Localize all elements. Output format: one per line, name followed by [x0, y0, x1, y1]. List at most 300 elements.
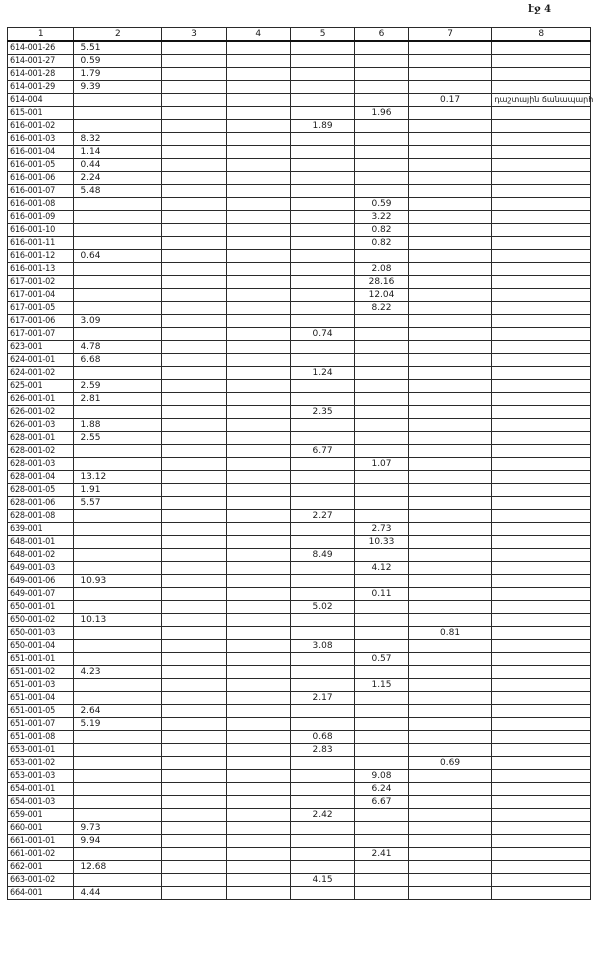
col5-value-cell: [290, 393, 354, 406]
col5-value-cell: [290, 562, 354, 575]
col7-value-cell: [408, 432, 492, 445]
col7-value-cell: [408, 380, 492, 393]
note-cell: [492, 55, 591, 68]
col7-value-cell: [408, 471, 492, 484]
col6-value-cell: [355, 601, 409, 614]
table-row: [8, 68, 591, 81]
col6-value-cell: 1.96: [355, 107, 409, 120]
col2-value-cell: [74, 640, 162, 653]
table-row: [8, 523, 591, 536]
col3-value-cell: [162, 497, 226, 510]
col6-value-cell: [355, 510, 409, 523]
col5-value-cell: 4.15: [290, 874, 354, 887]
col7-value-cell: [408, 705, 492, 718]
col3-value-cell: [162, 666, 226, 679]
col7-value-cell: [408, 393, 492, 406]
col2-value-cell: [74, 445, 162, 458]
table-row: [8, 315, 591, 328]
parcel-code-cell: 651-001-08: [8, 731, 74, 744]
col4-value-cell: [226, 497, 290, 510]
col2-value-cell: [74, 289, 162, 302]
table-row: [8, 549, 591, 562]
table-row: [8, 211, 591, 224]
col6-value-cell: 0.57: [355, 653, 409, 666]
col5-value-cell: [290, 302, 354, 315]
table-row: [8, 224, 591, 237]
table-row: [8, 562, 591, 575]
col2-value-cell: 2.24: [74, 172, 162, 185]
parcel-code-cell: 626-001-02: [8, 406, 74, 419]
col5-value-cell: [290, 263, 354, 276]
col6-value-cell: [355, 250, 409, 263]
parcel-code-cell: 649-001-07: [8, 588, 74, 601]
parcel-code-cell: 649-001-03: [8, 562, 74, 575]
parcel-code-cell: 614-001-28: [8, 68, 74, 81]
parcel-code-cell: 648-001-02: [8, 549, 74, 562]
col2-value-cell: [74, 692, 162, 705]
col5-value-cell: 6.77: [290, 445, 354, 458]
col5-value-cell: 0.68: [290, 731, 354, 744]
table-row: [8, 770, 591, 783]
col3-value-cell: [162, 588, 226, 601]
col3-value-cell: [162, 224, 226, 237]
col7-value-cell: [408, 887, 492, 900]
col4-value-cell: [226, 874, 290, 887]
parcel-code-cell: 617-001-04: [8, 289, 74, 302]
col5-value-cell: [290, 835, 354, 848]
col7-value-cell: [408, 692, 492, 705]
col5-value-cell: [290, 146, 354, 159]
col5-value-cell: [290, 237, 354, 250]
table-row: [8, 484, 591, 497]
col4-value-cell: [226, 653, 290, 666]
col5-value-cell: 1.24: [290, 367, 354, 380]
col7-value-cell: [408, 406, 492, 419]
col5-value-cell: [290, 497, 354, 510]
col6-value-cell: [355, 874, 409, 887]
table-row: [8, 874, 591, 887]
col2-value-cell: [74, 198, 162, 211]
col4-value-cell: [226, 172, 290, 185]
col6-value-cell: [355, 81, 409, 94]
col3-value-cell: [162, 120, 226, 133]
parcel-code-cell: 651-001-01: [8, 653, 74, 666]
col4-value-cell: [226, 185, 290, 198]
note-cell: դաշտային ճանապարհ: [492, 94, 591, 107]
col4-value-cell: [226, 887, 290, 900]
col6-value-cell: [355, 718, 409, 731]
col6-value-cell: 1.15: [355, 679, 409, 692]
col5-value-cell: [290, 757, 354, 770]
col2-value-cell: [74, 211, 162, 224]
col2-value-cell: 13.12: [74, 471, 162, 484]
col5-value-cell: [290, 41, 354, 55]
col7-value-cell: [408, 315, 492, 328]
col4-value-cell: [226, 731, 290, 744]
col5-value-cell: [290, 341, 354, 354]
note-cell: [492, 822, 591, 835]
parcel-code-cell: 624-001-01: [8, 354, 74, 367]
col3-value-cell: [162, 107, 226, 120]
col4-value-cell: [226, 471, 290, 484]
col2-value-cell: 9.94: [74, 835, 162, 848]
col6-value-cell: 2.73: [355, 523, 409, 536]
column-header: 2: [74, 28, 162, 42]
table-row: [8, 354, 591, 367]
col3-value-cell: [162, 848, 226, 861]
col4-value-cell: [226, 679, 290, 692]
table-row: [8, 718, 591, 731]
col4-value-cell: [226, 809, 290, 822]
note-cell: [492, 653, 591, 666]
note-cell: [492, 68, 591, 81]
col7-value-cell: [408, 484, 492, 497]
col3-value-cell: [162, 302, 226, 315]
col5-value-cell: [290, 107, 354, 120]
col3-value-cell: [162, 146, 226, 159]
table-row: [8, 445, 591, 458]
col7-value-cell: [408, 159, 492, 172]
table-row: [8, 744, 591, 757]
table-row: [8, 471, 591, 484]
col5-value-cell: 2.83: [290, 744, 354, 757]
note-cell: [492, 393, 591, 406]
column-header: 3: [162, 28, 226, 42]
col4-value-cell: [226, 796, 290, 809]
col3-value-cell: [162, 185, 226, 198]
col6-value-cell: [355, 55, 409, 68]
col5-value-cell: [290, 250, 354, 263]
col7-value-cell: [408, 783, 492, 796]
note-cell: [492, 224, 591, 237]
table-row: [8, 263, 591, 276]
col7-value-cell: [408, 835, 492, 848]
col5-value-cell: 3.08: [290, 640, 354, 653]
col6-value-cell: 4.12: [355, 562, 409, 575]
table-row: [8, 640, 591, 653]
col7-value-cell: [408, 523, 492, 536]
col4-value-cell: [226, 757, 290, 770]
note-cell: [492, 549, 591, 562]
parcel-code-cell: 616-001-07: [8, 185, 74, 198]
col4-value-cell: [226, 341, 290, 354]
col5-value-cell: [290, 770, 354, 783]
table-row: [8, 198, 591, 211]
col3-value-cell: [162, 211, 226, 224]
col3-value-cell: [162, 510, 226, 523]
col3-value-cell: [162, 887, 226, 900]
note-cell: [492, 302, 591, 315]
col4-value-cell: [226, 289, 290, 302]
col3-value-cell: [162, 250, 226, 263]
col2-value-cell: [74, 653, 162, 666]
col2-value-cell: [74, 744, 162, 757]
parcel-code-cell: 653-001-02: [8, 757, 74, 770]
col7-value-cell: [408, 640, 492, 653]
col5-value-cell: [290, 575, 354, 588]
col7-value-cell: [408, 588, 492, 601]
note-cell: [492, 276, 591, 289]
col7-value-cell: [408, 146, 492, 159]
parcel-code-cell: 651-001-04: [8, 692, 74, 705]
parcel-code-cell: 623-001: [8, 341, 74, 354]
parcel-code-cell: 659-001: [8, 809, 74, 822]
col3-value-cell: [162, 653, 226, 666]
col5-value-cell: [290, 419, 354, 432]
col4-value-cell: [226, 406, 290, 419]
col2-value-cell: [74, 731, 162, 744]
note-cell: [492, 107, 591, 120]
col2-value-cell: [74, 263, 162, 276]
col6-value-cell: [355, 744, 409, 757]
col4-value-cell: [226, 601, 290, 614]
col2-value-cell: 4.78: [74, 341, 162, 354]
col7-value-cell: [408, 237, 492, 250]
col6-value-cell: 8.22: [355, 302, 409, 315]
note-cell: [492, 380, 591, 393]
parcel-code-cell: 648-001-01: [8, 536, 74, 549]
col3-value-cell: [162, 874, 226, 887]
col5-value-cell: [290, 211, 354, 224]
col2-value-cell: 1.91: [74, 484, 162, 497]
col5-value-cell: [290, 380, 354, 393]
col7-value-cell: [408, 770, 492, 783]
note-cell: [492, 315, 591, 328]
col2-value-cell: 2.81: [74, 393, 162, 406]
parcel-code-cell: 616-001-05: [8, 159, 74, 172]
col4-value-cell: [226, 484, 290, 497]
table-row: [8, 133, 591, 146]
col2-value-cell: 2.55: [74, 432, 162, 445]
col4-value-cell: [226, 822, 290, 835]
col6-value-cell: [355, 406, 409, 419]
table-row: [8, 94, 591, 107]
col2-value-cell: [74, 276, 162, 289]
col5-value-cell: [290, 81, 354, 94]
table-body: [8, 41, 594, 900]
col5-value-cell: [290, 861, 354, 874]
col4-value-cell: [226, 211, 290, 224]
note-cell: [492, 783, 591, 796]
column-header: 6: [355, 28, 409, 42]
col6-value-cell: 0.82: [355, 237, 409, 250]
col4-value-cell: [226, 250, 290, 263]
col6-value-cell: 3.22: [355, 211, 409, 224]
parcel-code-cell: 616-001-10: [8, 224, 74, 237]
col4-value-cell: [226, 198, 290, 211]
col3-value-cell: [162, 94, 226, 107]
col5-value-cell: 5.02: [290, 601, 354, 614]
col7-value-cell: [408, 822, 492, 835]
col7-value-cell: [408, 666, 492, 679]
note-cell: [492, 601, 591, 614]
col5-value-cell: [290, 484, 354, 497]
col5-value-cell: 1.89: [290, 120, 354, 133]
col4-value-cell: [226, 419, 290, 432]
col2-value-cell: [74, 328, 162, 341]
col3-value-cell: [162, 861, 226, 874]
col7-value-cell: [408, 445, 492, 458]
table-row: [8, 41, 591, 55]
col2-value-cell: 1.88: [74, 419, 162, 432]
table-row: [8, 705, 591, 718]
col3-value-cell: [162, 406, 226, 419]
col7-value-cell: [408, 263, 492, 276]
col3-value-cell: [162, 809, 226, 822]
parcel-code-cell: 650-001-04: [8, 640, 74, 653]
table-row: [8, 887, 591, 900]
table-row: [8, 159, 591, 172]
table-row: [8, 276, 591, 289]
note-cell: [492, 614, 591, 627]
col4-value-cell: [226, 692, 290, 705]
col5-value-cell: [290, 796, 354, 809]
table-row: [8, 692, 591, 705]
col6-value-cell: [355, 185, 409, 198]
header-row: [8, 28, 591, 42]
note-cell: [492, 484, 591, 497]
note-cell: [492, 731, 591, 744]
col6-value-cell: [355, 146, 409, 159]
parcel-code-cell: 626-001-03: [8, 419, 74, 432]
parcel-code-cell: 650-001-02: [8, 614, 74, 627]
col3-value-cell: [162, 822, 226, 835]
col6-value-cell: 0.82: [355, 224, 409, 237]
col5-value-cell: [290, 159, 354, 172]
col5-value-cell: [290, 653, 354, 666]
col4-value-cell: [226, 861, 290, 874]
col4-value-cell: [226, 783, 290, 796]
note-cell: [492, 406, 591, 419]
note-cell: [492, 861, 591, 874]
col3-value-cell: [162, 159, 226, 172]
parcel-code-cell: 628-001-05: [8, 484, 74, 497]
col2-value-cell: 9.73: [74, 822, 162, 835]
table-row: [8, 848, 591, 861]
col5-value-cell: [290, 614, 354, 627]
note-cell: [492, 666, 591, 679]
col6-value-cell: [355, 367, 409, 380]
note-cell: [492, 471, 591, 484]
col6-value-cell: [355, 497, 409, 510]
table-row: [8, 107, 591, 120]
col5-value-cell: [290, 783, 354, 796]
col4-value-cell: [226, 94, 290, 107]
col2-value-cell: [74, 523, 162, 536]
parcel-code-cell: 617-001-07: [8, 328, 74, 341]
table-row: [8, 822, 591, 835]
col3-value-cell: [162, 796, 226, 809]
column-header: 7: [408, 28, 492, 42]
col5-value-cell: 0.74: [290, 328, 354, 341]
col6-value-cell: [355, 640, 409, 653]
col7-value-cell: [408, 731, 492, 744]
col6-value-cell: 9.08: [355, 770, 409, 783]
col2-value-cell: [74, 783, 162, 796]
col4-value-cell: [226, 68, 290, 81]
parcel-code-cell: 651-001-02: [8, 666, 74, 679]
parcel-code-cell: 614-004: [8, 94, 74, 107]
parcel-code-cell: 616-001-06: [8, 172, 74, 185]
parcel-code-cell: 663-001-02: [8, 874, 74, 887]
note-cell: [492, 536, 591, 549]
parcel-code-cell: 616-001-13: [8, 263, 74, 276]
parcel-code-cell: 651-001-05: [8, 705, 74, 718]
col4-value-cell: [226, 627, 290, 640]
col4-value-cell: [226, 263, 290, 276]
col5-value-cell: 2.35: [290, 406, 354, 419]
parcel-code-cell: 628-001-01: [8, 432, 74, 445]
col2-value-cell: 10.13: [74, 614, 162, 627]
table-row: [8, 419, 591, 432]
col5-value-cell: 2.27: [290, 510, 354, 523]
col7-value-cell: [408, 211, 492, 224]
col4-value-cell: [226, 41, 290, 55]
col3-value-cell: [162, 81, 226, 94]
col7-value-cell: [408, 744, 492, 757]
table-row: [8, 328, 591, 341]
col3-value-cell: [162, 536, 226, 549]
col2-value-cell: 9.39: [74, 81, 162, 94]
page-number: էջ 4: [528, 4, 552, 15]
col6-value-cell: [355, 575, 409, 588]
col4-value-cell: [226, 55, 290, 68]
col7-value-cell: [408, 796, 492, 809]
col6-value-cell: [355, 887, 409, 900]
table-row: [8, 575, 591, 588]
note-cell: [492, 796, 591, 809]
col6-value-cell: [355, 614, 409, 627]
col3-value-cell: [162, 289, 226, 302]
parcel-code-cell: 654-001-01: [8, 783, 74, 796]
col5-value-cell: [290, 185, 354, 198]
col2-value-cell: 1.14: [74, 146, 162, 159]
col5-value-cell: [290, 666, 354, 679]
col6-value-cell: [355, 159, 409, 172]
col7-value-cell: [408, 679, 492, 692]
col7-value-cell: [408, 224, 492, 237]
col6-value-cell: 12.04: [355, 289, 409, 302]
note-cell: [492, 159, 591, 172]
col2-value-cell: [74, 679, 162, 692]
note-cell: [492, 432, 591, 445]
note-cell: [492, 263, 591, 276]
note-cell: [492, 185, 591, 198]
table-row: [8, 653, 591, 666]
note-cell: [492, 211, 591, 224]
col4-value-cell: [226, 705, 290, 718]
table-row: [8, 250, 591, 263]
note-cell: [492, 627, 591, 640]
col5-value-cell: [290, 276, 354, 289]
parcel-code-cell: 615-001: [8, 107, 74, 120]
col4-value-cell: [226, 237, 290, 250]
col2-value-cell: 5.51: [74, 41, 162, 55]
parcel-code-cell: 653-001-03: [8, 770, 74, 783]
col3-value-cell: [162, 419, 226, 432]
col4-value-cell: [226, 523, 290, 536]
table-row: [8, 536, 591, 549]
col4-value-cell: [226, 588, 290, 601]
col5-value-cell: [290, 94, 354, 107]
col2-value-cell: 0.59: [74, 55, 162, 68]
parcel-code-cell: 617-001-05: [8, 302, 74, 315]
col3-value-cell: [162, 627, 226, 640]
col2-value-cell: [74, 757, 162, 770]
table-row: [8, 497, 591, 510]
col5-value-cell: [290, 432, 354, 445]
col2-value-cell: 10.93: [74, 575, 162, 588]
